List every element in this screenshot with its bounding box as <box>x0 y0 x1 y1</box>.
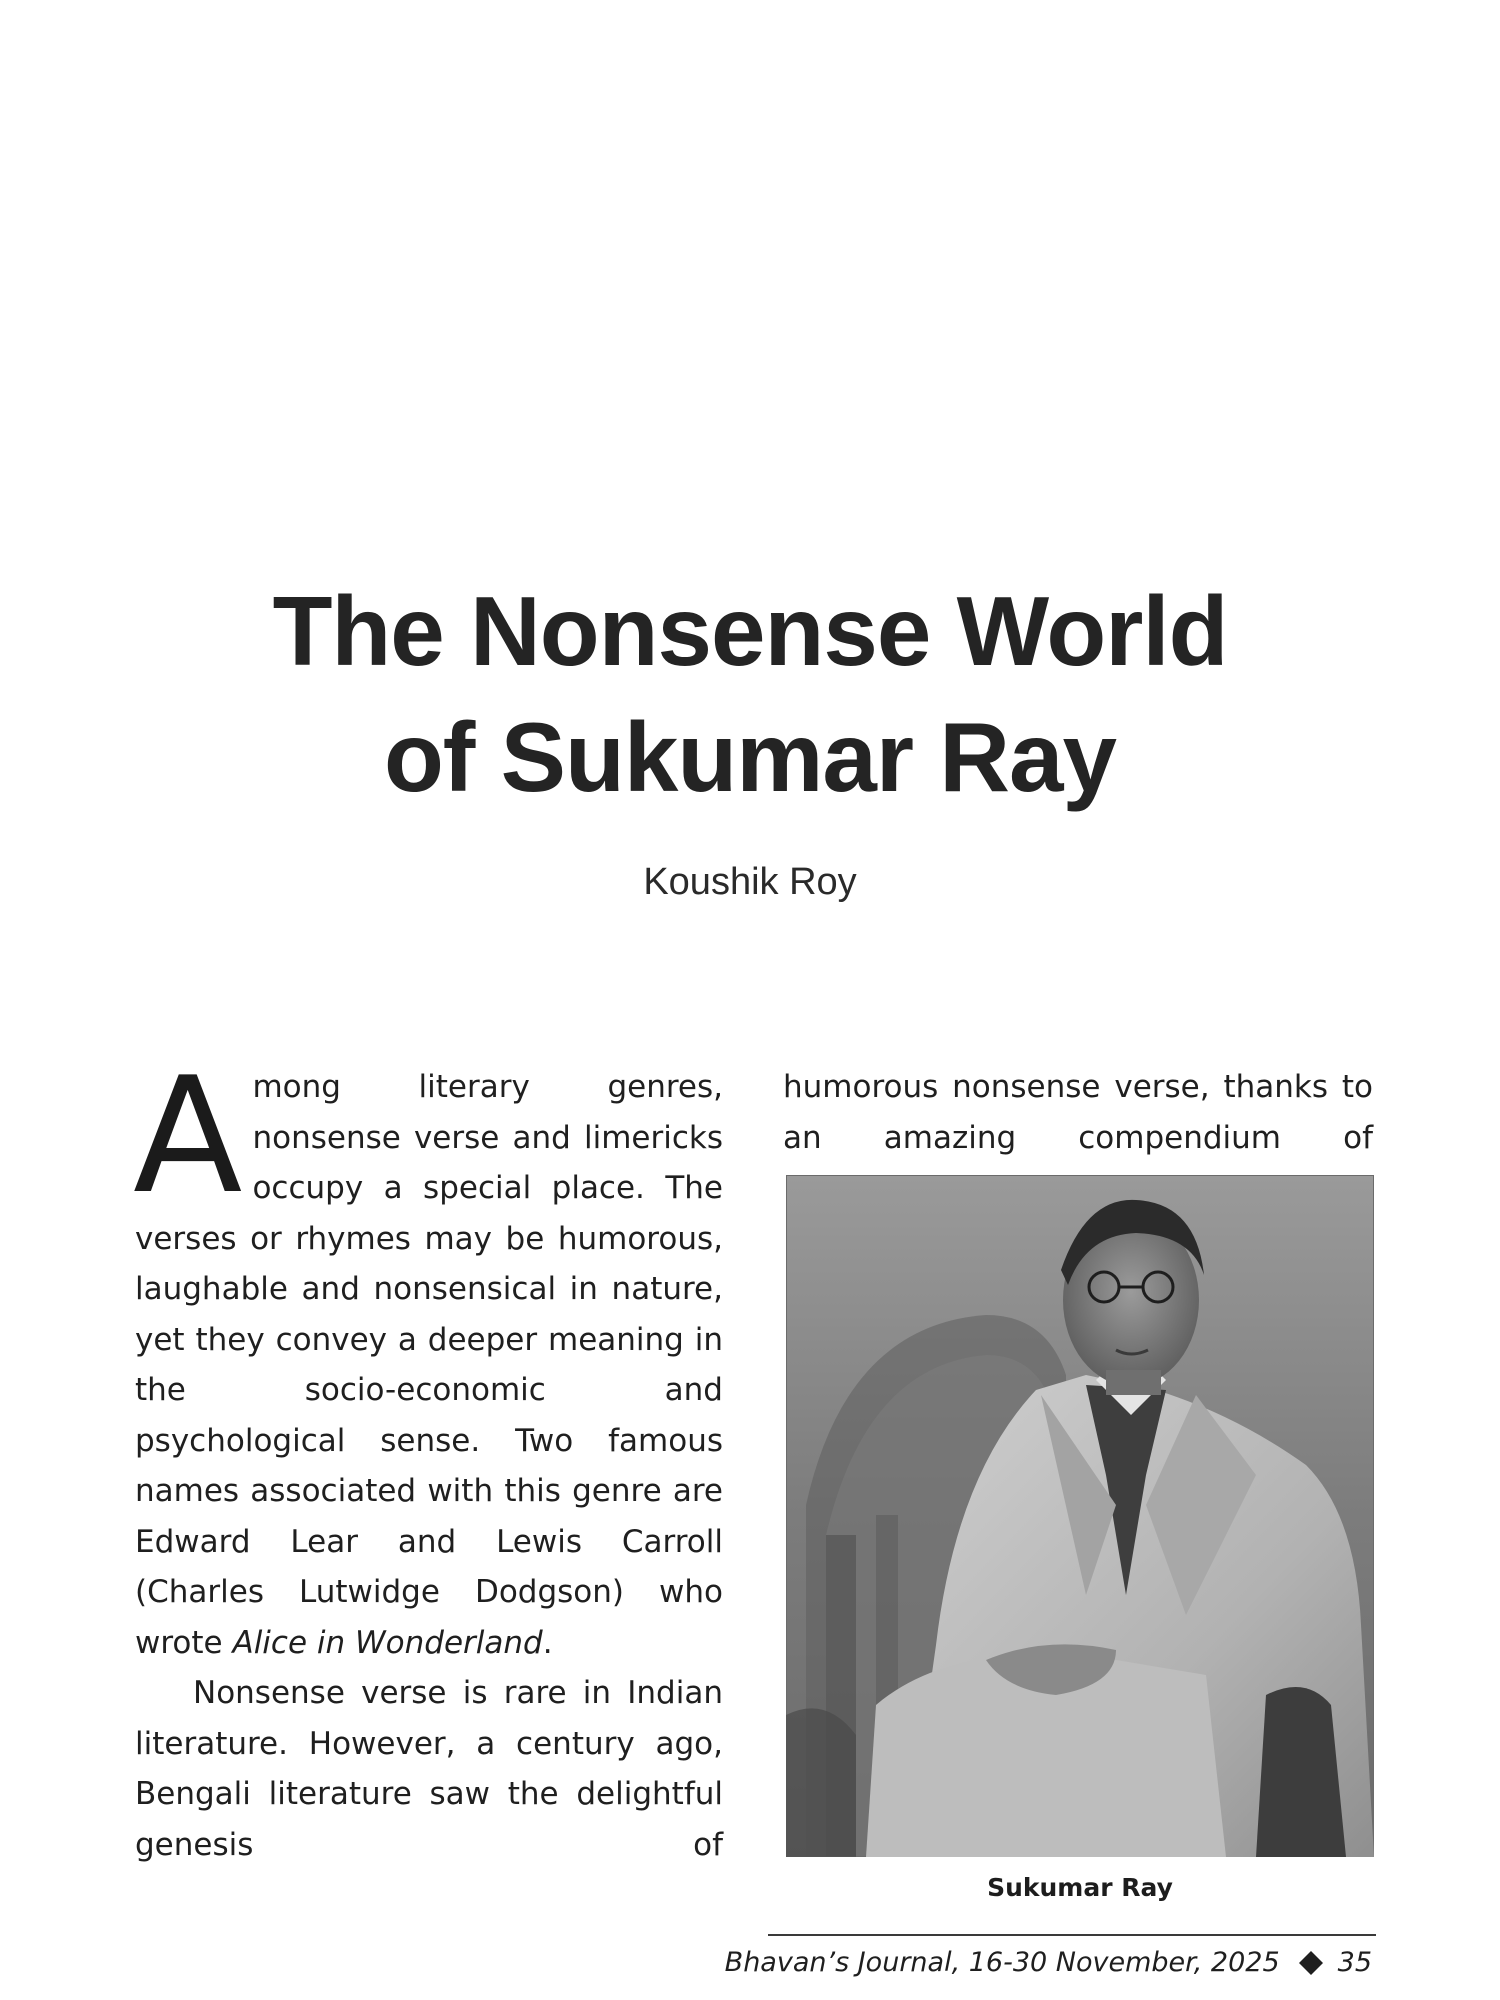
paragraph-1-text: mong literary genres, nonsense verse and limericks occupy a special place. The verses or rhymes may be humorous, laughable and nonsensical in nature, yet they convey a deeper meaning in the socio-economic and psychological sense. Two famous names associated with this genre are Edward Lear and Lewis Carroll (Charles Lutwidge Dodgson) who wrote <box>135 1069 723 1661</box>
diamond-bullet-icon <box>1298 1950 1324 1976</box>
book-title-italic: Alice in Wonderland <box>232 1624 543 1661</box>
article-title-line-1: The Nonsense World <box>272 576 1228 686</box>
paragraph-1 <box>133 1042 723 1668</box>
article-author: Koushik Roy <box>643 861 857 903</box>
page-footer <box>725 1946 1372 1980</box>
article-title <box>0 568 1500 820</box>
article-title-line-2: of Sukumar Ray <box>383 702 1117 812</box>
portrait-photo <box>786 1175 1374 1857</box>
footer-rule <box>768 1934 1376 1936</box>
journal-citation: Bhavan’s Journal, 16-30 November, 2025 <box>724 1947 1280 1978</box>
page-number: 35 <box>1337 1947 1372 1978</box>
right-column <box>783 1062 1373 1163</box>
paragraph-1-end: . <box>542 1624 553 1661</box>
photo-caption: Sukumar Ray <box>987 1873 1173 1902</box>
right-column-text: humorous nonsense verse, thanks to an amazing compendium of <box>783 1069 1373 1156</box>
drop-cap: A <box>133 1042 243 1229</box>
paragraph-2: Nonsense verse is rare in Indian literature. However, a century ago, Bengali literature saw the delightful genesis of <box>135 1675 723 1863</box>
left-column <box>133 1042 723 1870</box>
